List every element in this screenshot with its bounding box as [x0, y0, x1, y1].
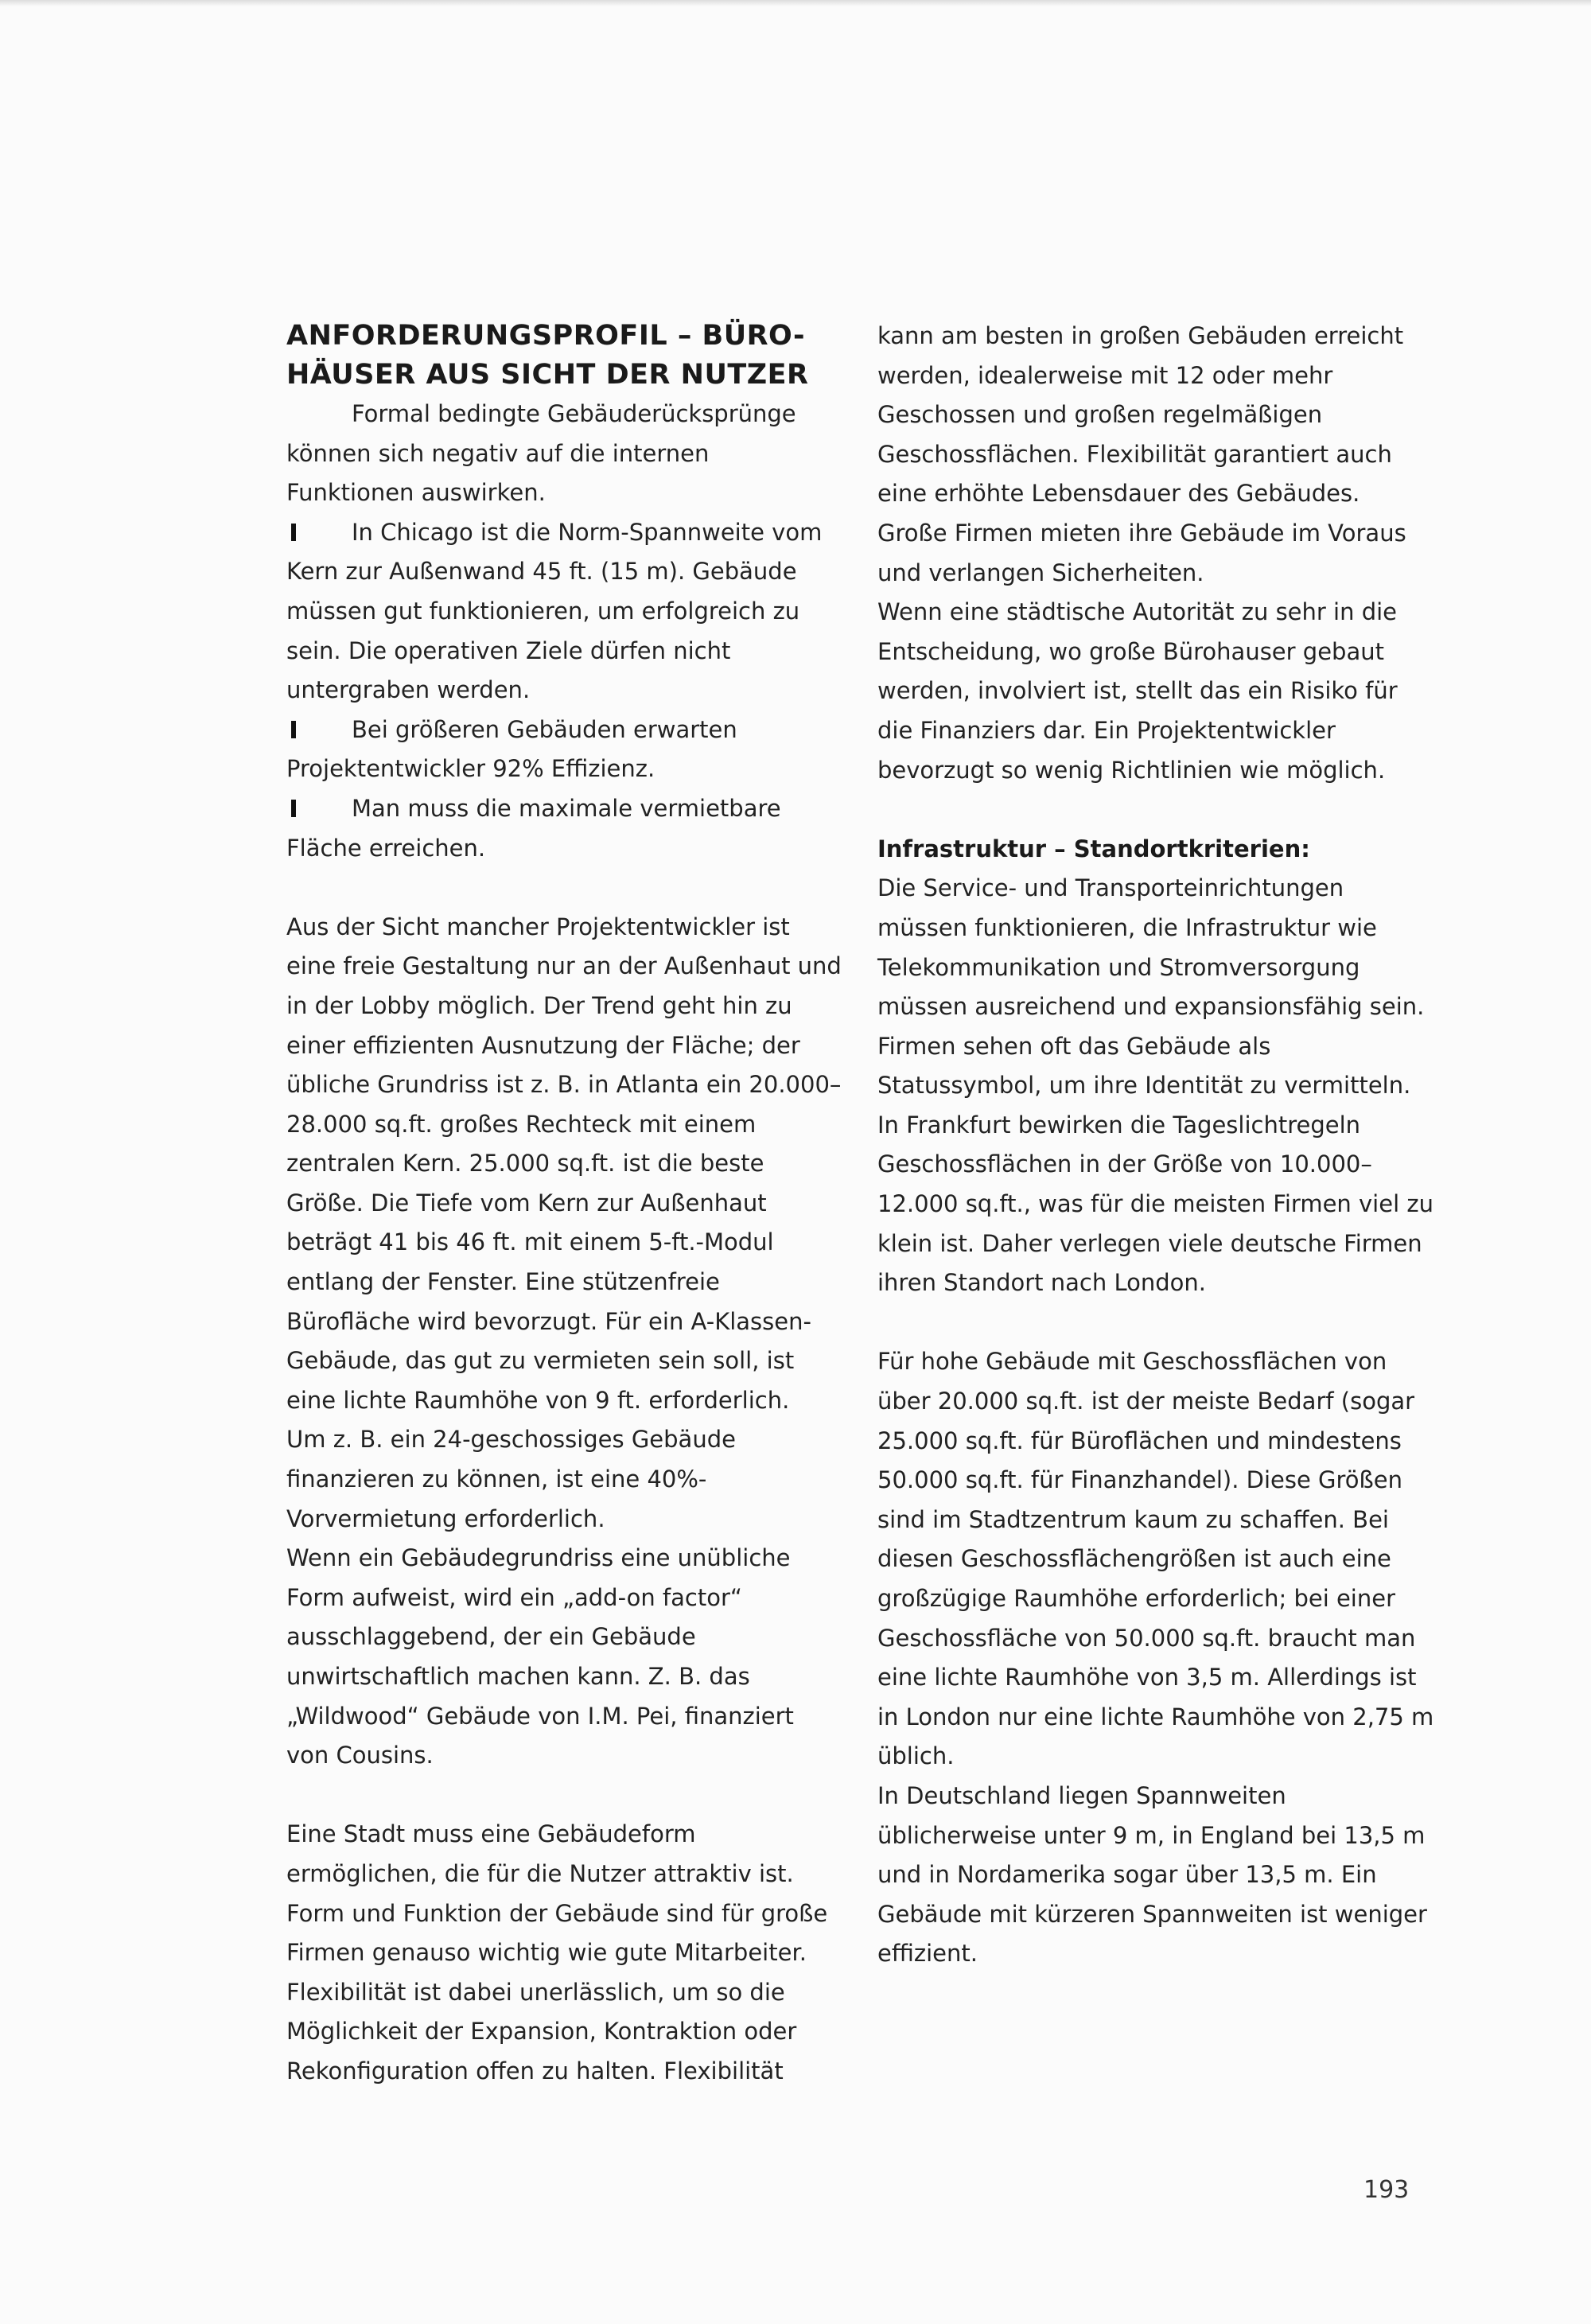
page-title: ANFORDERUNGSPROFIL – BÜRO-HÄUSER AUS SICHT DER NUTZER	[286, 320, 809, 391]
spacer	[877, 790, 1434, 830]
spacer	[286, 1776, 843, 1816]
bullet-item	[286, 789, 843, 868]
body-paragraph: Um z. B. ein 24-geschossiges Gebäude finanzieren zu können, ist eine 40%-Vorvermietung erforderlich.	[286, 1426, 736, 1532]
body-paragraph: kann am besten in großen Gebäuden erreicht werden, idealerweise mit 12 oder mehr Geschossen und großen regelmäßigen Geschossflächen. Flexibilität garantiert auch eine erhöhte Lebensdauer des Gebäudes.	[877, 322, 1404, 508]
spacer	[286, 868, 843, 908]
body-paragraph: Form und Funktion der Gebäude sind für große Firmen genauso wichtig wie gute Mitarbeiter. Flexibilität ist dabei unerlässlich, um so die Möglichkeit der Expansion, Kontraktion oder Rekonfiguration offen zu halten. Flexibilität	[286, 1899, 828, 2085]
body-paragraph: Wenn eine städtische Autorität zu sehr in die Entscheidung, wo große Bürohauser gebaut werden, involviert ist, stellt das ein Risiko für die Finanziers dar. Ein Projektentwickler bevorzugt so wenig Richtlinien wie möglich.	[877, 598, 1398, 784]
bullet-item	[286, 710, 843, 789]
lead-paragraph: Formal bedingte Gebäuderücksprünge können sich negativ auf die internen Funktionen auswirken.	[286, 400, 796, 507]
bullet-item	[286, 513, 843, 710]
body-paragraph: Große Firmen mieten ihre Gebäude im Voraus und verlangen Sicherheiten.	[877, 519, 1406, 586]
body-paragraph: Eine Stadt muss eine Gebäudeform ermöglichen, die für die Nutzer attraktiv ist.	[286, 1820, 794, 1887]
bullet-icon	[291, 524, 296, 541]
body-paragraph: In Frankfurt bewirken die Tageslichtregeln Geschossflächen in der Größe von 10.000–12.000 sq.ft., was für die meisten Firmen viel zu klein ist. Daher verlegen viele deutsche Firmen ihren Standort nach London.	[877, 1111, 1433, 1297]
left-column	[286, 317, 843, 2092]
bullet-icon	[291, 721, 296, 738]
top-rule	[0, 0, 1591, 6]
body-paragraph: Firmen sehen oft das Gebäude als Statussymbol, um ihre Identität zu vermitteln.	[877, 1032, 1411, 1100]
section-subheading: Infrastruktur – Standortkriterien:	[877, 835, 1310, 862]
page-number: 193	[1363, 2176, 1410, 2204]
spacer	[877, 1303, 1434, 1343]
bullet-icon	[291, 800, 296, 817]
body-paragraph: In Deutschland liegen Spannweiten üblicherweise unter 9 m, in England bei 13,5 m und in Nordamerika sogar über 13,5 m. Ein Gebäude mit kürzeren Spannweiten ist weniger effizient.	[877, 1781, 1427, 1968]
body-paragraph: Wenn ein Gebäudegrundriss eine unübliche Form aufweist, wird ein „add-on factor“ ausschlaggebend, der ein Gebäude unwirtschaftlich machen kann. Z. B. das „Wildwood“ Gebäude von I.M. Pei, finanziert von Cousins.	[286, 1544, 794, 1769]
body-paragraph: Für hohe Gebäude mit Geschossflächen von über 20.000 sq.ft. ist der meiste Bedarf (sogar 25.000 sq.ft. für Büroflächen und mindestens 50.000 sq.ft. für Finanzhandel). Diese Größen sind im Stadtzentrum kaum zu schaffen. Bei diesen Geschossflächengrößen ist auch eine großzügige Raumhöhe erforderlich; bei einer Geschossfläche von 50.000 sq.ft. braucht man eine lichte Raumhöhe von 3,5 m. Allerdings ist in London nur eine lichte Raumhöhe von 2,75 m üblich.	[877, 1348, 1434, 1770]
bullet-text: In Chicago ist die Norm-Spannweite vom Kern zur Außenwand 45 ft. (15 m). Gebäude müssen gut funktionieren, um erfolgreich zu sein. Die operativen Ziele dürfen nicht untergraben werden.	[286, 518, 823, 704]
right-column	[877, 317, 1434, 1974]
bullet-text: Man muss die maximale vermietbare Fläche erreichen.	[286, 794, 781, 862]
body-paragraph: Aus der Sicht mancher Projektentwickler ist eine freie Gestaltung nur an der Außenhaut und in der Lobby möglich. Der Trend geht hin zu einer effizienten Ausnutzung der Fläche; der übliche Grundriss ist z. B. in Atlanta ein 20.000–28.000 sq.ft. großes Rechteck mit einem zentralen Kern. 25.000 sq.ft. ist die beste Größe. Die Tiefe vom Kern zur Außenhaut beträgt 41 bis 46 ft. mit einem 5-ft.-Modul entlang der Fenster. Eine stützenfreie Bürofläche wird bevorzugt. Für ein A-Klassen-Gebäude, das gut zu vermieten sein soll, ist eine lichte Raumhöhe von 9 ft. erforderlich.	[286, 913, 842, 1414]
bullet-text: Bei größeren Gebäuden erwarten Projektentwickler 92% Effizienz.	[286, 715, 737, 783]
body-paragraph: Die Service- und Transporteinrichtungen müssen funktionieren, die Infrastruktur wie Telekommunikation und Stromversorgung müssen ausreichend und expansionsfähig sein.	[877, 874, 1425, 1021]
